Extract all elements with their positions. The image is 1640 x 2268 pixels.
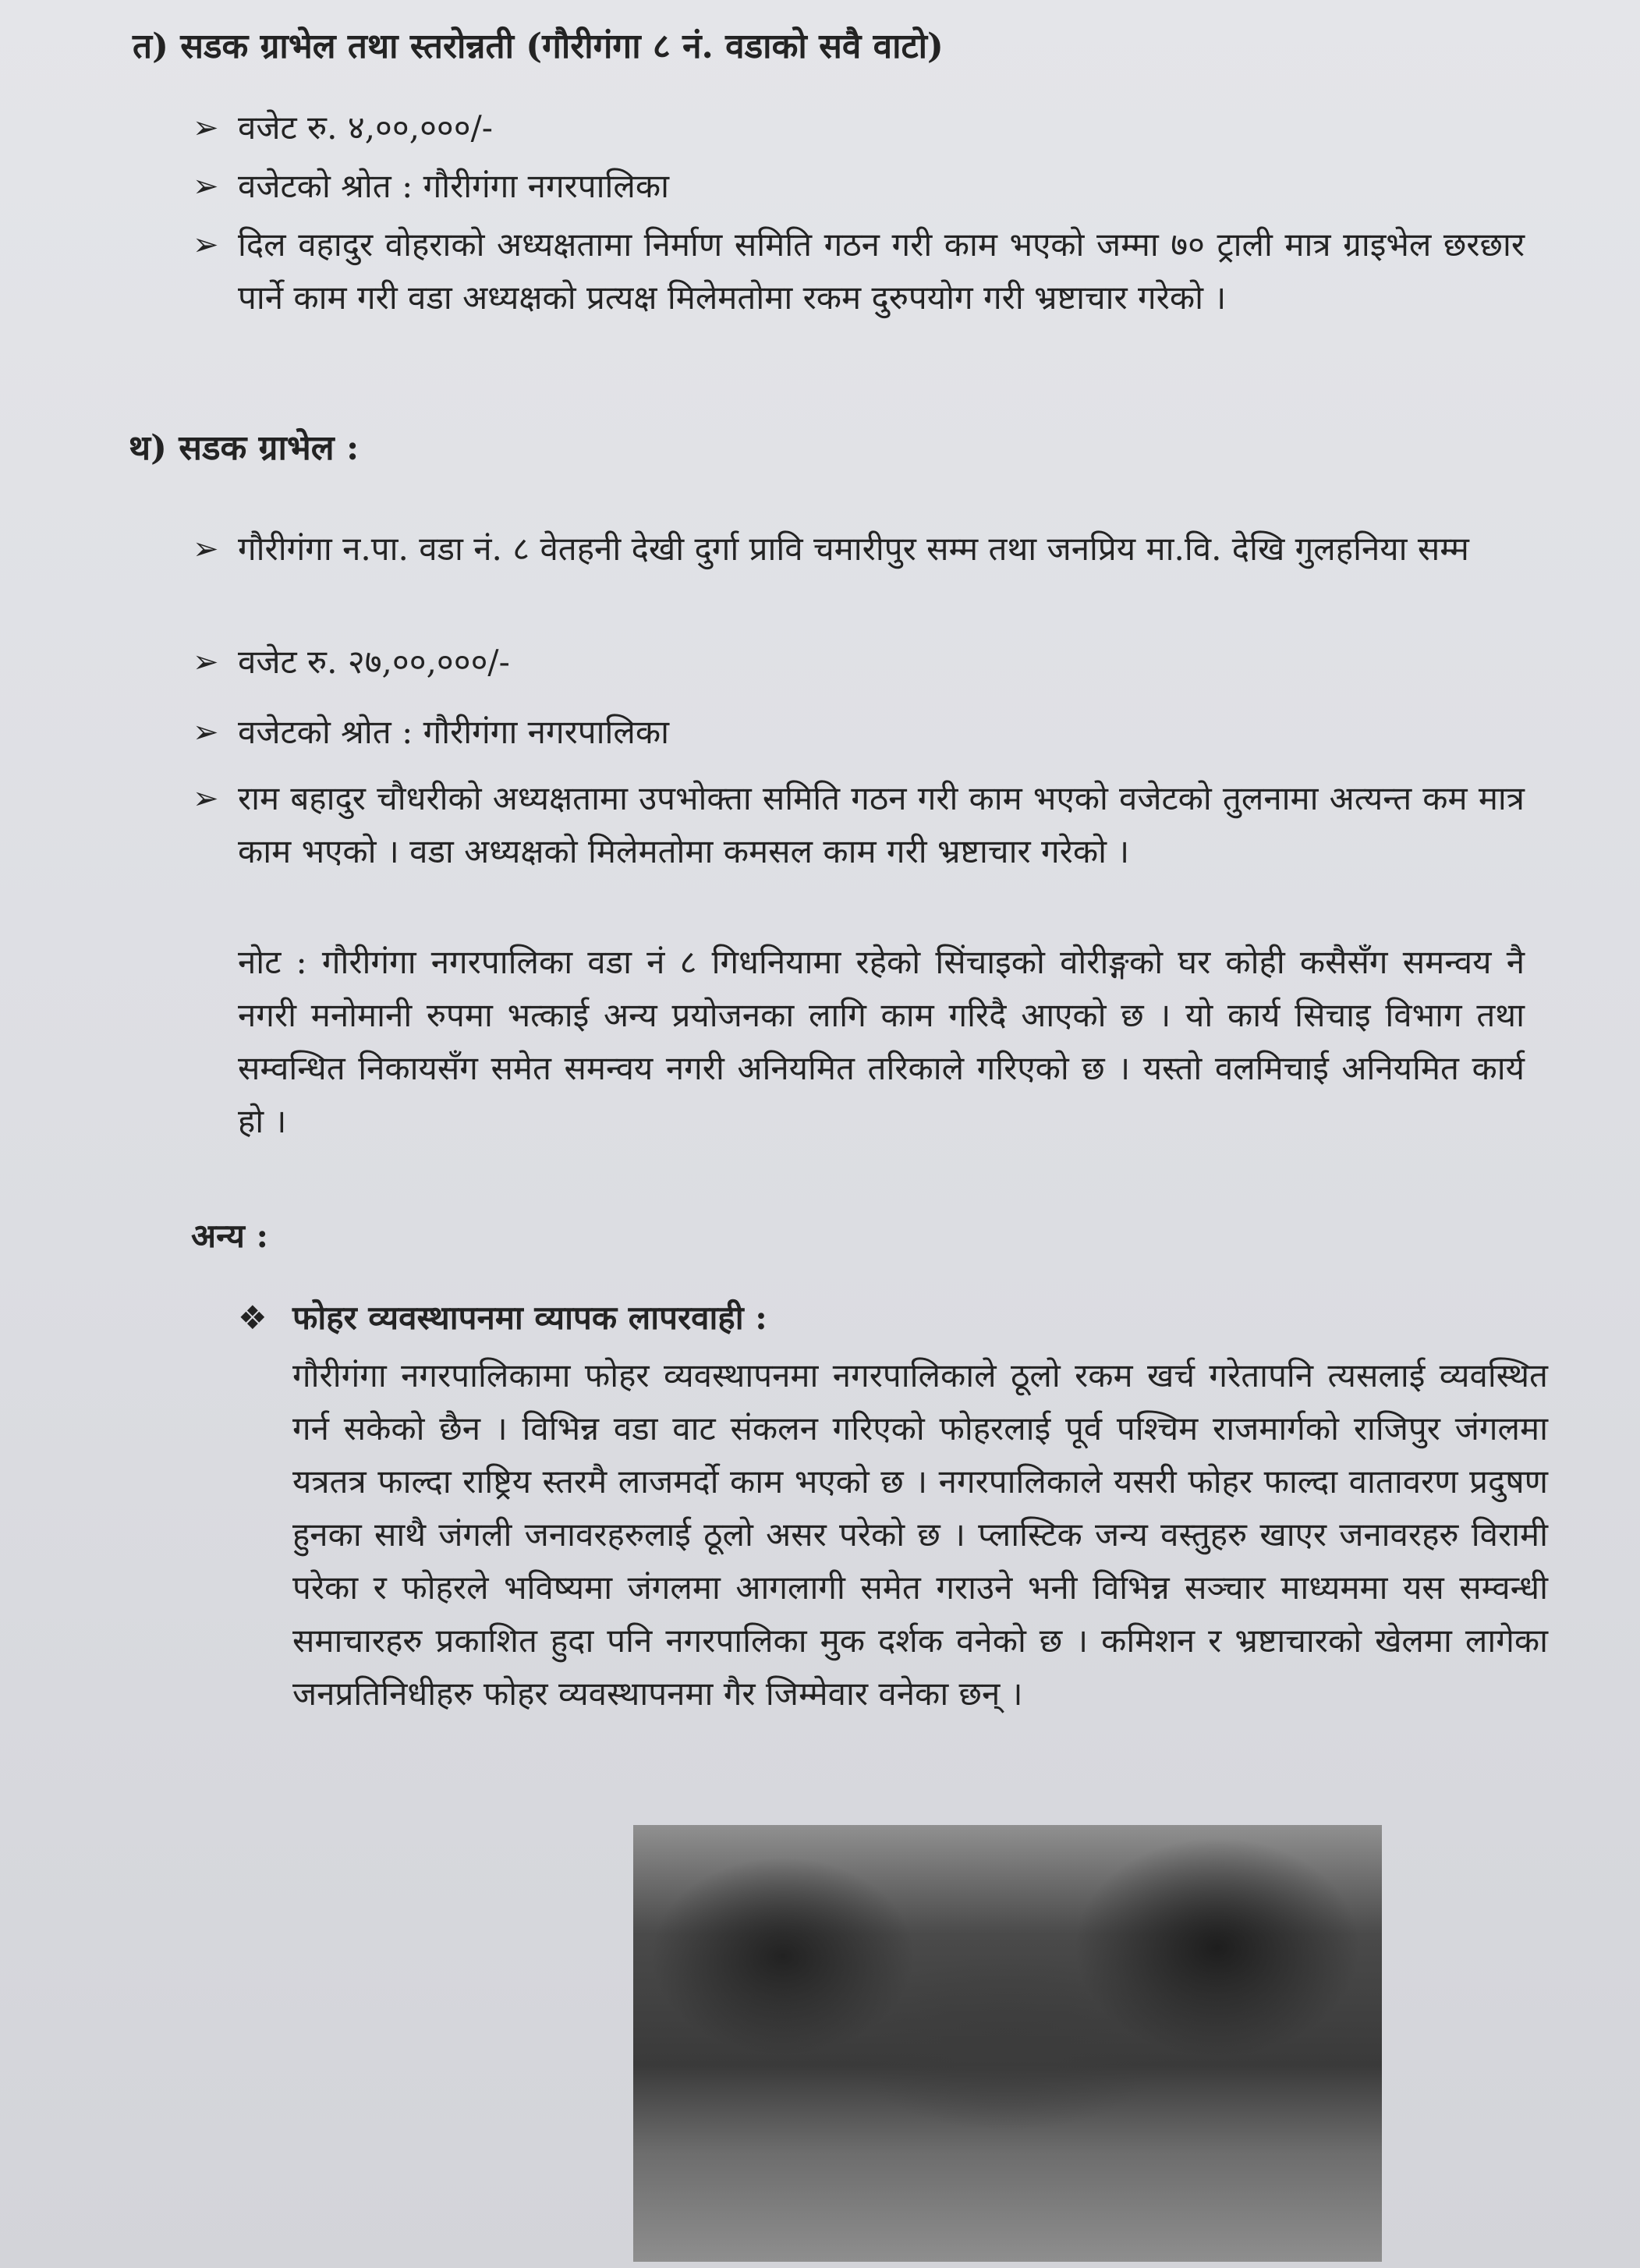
section-th-bullet-detail <box>193 772 1525 878</box>
section-t-bullet-source <box>193 160 1525 213</box>
bullet-text: गौरीगंगा न.पा. वडा नं. ८ वेतहनी देखी दुर्गा प्रावि चमारीपुर सम्म तथा जनप्रिय मा.वि. देखि गुलहनिया सम्म <box>238 530 1469 568</box>
bullet-text: राम बहादुर चौधरीको अध्यक्षतामा उपभोक्ता समिति गठन गरी काम भएको वजेटको तुलनामा अत्यन्त कम मात्र काम भएको । वडा अध्यक्षको मिलेमतोमा कमसल काम गरी भ्रष्टाचार गरेको । <box>238 779 1525 870</box>
arrow-bullet-icon: ➢ <box>193 168 219 204</box>
arrow-bullet-icon: ➢ <box>193 110 219 146</box>
section-t-bullet-budget <box>193 101 1525 154</box>
section-th-bullet-source <box>193 706 1525 759</box>
section-th-bullet-budget <box>193 636 1525 689</box>
bullet-text: वजेटको श्रोत : गौरीगंगा नगरपालिका <box>238 713 670 751</box>
section-th-note: नोट : गौरीगंगा नगरपालिका वडा नं ८ गिधनियामा रहेको सिंचाइको वोरीङ्गको घर कोही कसैसँग समन्वय नै नगरी मनोमानी रुपमा भत्काई अन्य प्रयोजनका लागि काम गरिदै आएको छ । यो कार्य सिचाइ विभाग तथा सम्वन्धित निकायसँग समेत समन्वय नगरी अनियमित तरिकाले गरिएको छ । यस्तो वलमिचाई अनियमित कार्य हो । <box>238 943 1525 1140</box>
arrow-bullet-icon: ➢ <box>193 227 219 263</box>
bullet-text: दिल वहादुर वोहराको अध्यक्षतामा निर्माण समिति गठन गरी काम भएको जम्मा ७० ट्राली मात्र ग्राइभेल छरछार पार्ने काम गरी वडा अध्यक्षको प्रत्यक्ष मिलेमतोमा रकम दुरुपयोग गरी भ्रष्टाचार गरेको । <box>238 225 1525 317</box>
section-other-heading: अन्य : <box>191 1217 268 1255</box>
bullet-text: वजेटको श्रोत : गौरीगंगा नगरपालिका <box>238 167 670 205</box>
diamond-bullet-icon: ❖ <box>238 1299 267 1337</box>
section-th-bullet-route <box>193 523 1525 576</box>
waste-management-heading: फोहर व्यवस्थापनमा व्यापक लापरवाही : <box>292 1299 767 1337</box>
bullet-text: वजेट रु. २७,००,०००/- <box>238 643 510 681</box>
arrow-bullet-icon: ➢ <box>193 531 219 567</box>
arrow-bullet-icon: ➢ <box>193 714 219 750</box>
forest-waste-photo <box>633 1825 1382 2262</box>
bullet-text: वजेट रु. ४,००,०००/- <box>238 108 493 147</box>
arrow-bullet-icon: ➢ <box>193 781 219 817</box>
section-t-bullet-detail <box>193 218 1525 324</box>
section-t-heading: त) सडक ग्राभेल तथा स्तरोन्नती (गौरीगंगा ८ नं. वडाको सवै वाटो) <box>133 27 944 66</box>
section-th-heading: थ) सडक ग्राभेल : <box>129 428 360 468</box>
arrow-bullet-icon: ➢ <box>193 644 219 680</box>
waste-management-paragraph: गौरीगंगा नगरपालिकामा फोहर व्यवस्थापनमा नगरपालिकाले ठूलो रकम खर्च गरेतापनि त्यसलाई व्यवस्थित गर्न सकेको छैन । विभिन्न वडा वाट संकलन गरिएको फोहरलाई पूर्व पश्चिम राजमार्गको राजिपुर जंगलमा यत्रतत्र फाल्दा राष्ट्रिय स्तरमै लाजमर्दो काम भएको छ । नगरपालिकाले यसरी फोहर फाल्दा वातावरण प्रदुषण हुनका साथै जंगली जनावरहरुलाई ठूलो असर परेको छ । प्लास्टिक जन्य वस्तुहरु खाएर जनावरहरु विरामी परेका र फोहरले भविष्यमा जंगलमा आगलागी समेत गराउने भनी विभिन्न सञ्चार माध्यममा यस सम्वन्धी समाचारहरु प्रकाशित हुदा पनि नगरपालिका मुक दर्शक वनेको छ । कमिशन र भ्रष्टाचारको खेलमा लागेका जनप्रतिनिधीहरु फोहर व्यवस्थापनमा गैर जिम्मेवार वनेका छन् । <box>292 1356 1548 1713</box>
